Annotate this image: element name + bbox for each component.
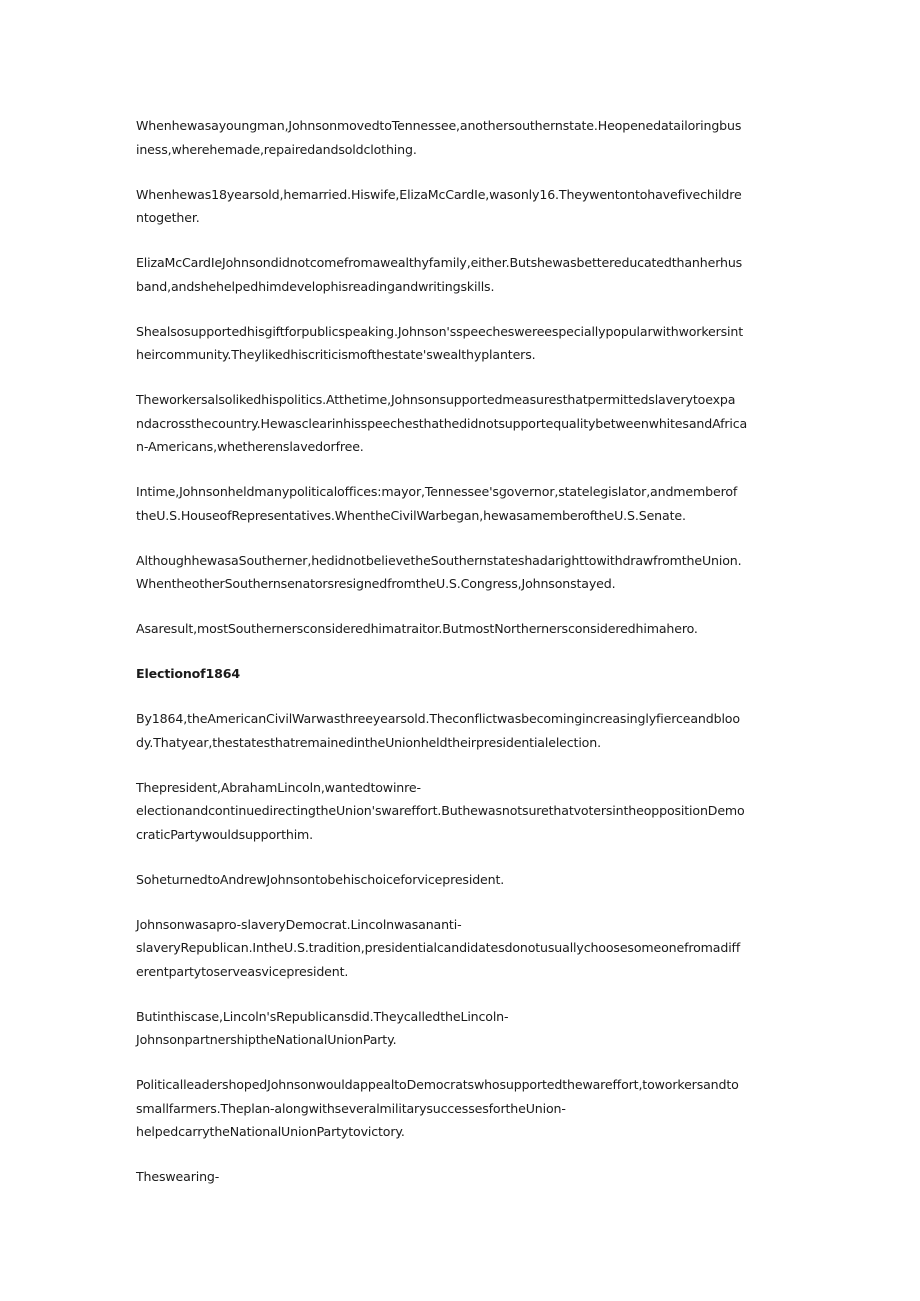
text-line: n-Americans,whetherenslavedorfree. [136, 439, 364, 454]
paragraph [136, 913, 786, 984]
paragraph [136, 114, 786, 161]
paragraph [136, 388, 786, 459]
text-line: AlthoughhewasaSoutherner,hedidnotbelievetheSouthernstateshadarighttowithdrawfromtheUnion. [136, 552, 742, 568]
text-line: JohnsonpartnershiptheNationalUnionParty. [136, 1032, 397, 1047]
text-line: WhentheotherSouthernsenatorsresignedfromtheU.S.Congress,Johnsonstayed. [136, 576, 616, 591]
text-line: theU.S.HouseofRepresentatives.WhentheCivilWarbegan,hewasamemberoftheU.S.Senate. [136, 507, 686, 523]
paragraph [136, 183, 786, 230]
text-line: Theswearing- [136, 1169, 220, 1184]
text-line: ElizaMcCardIeJohnsondidnotcomefromawealthyfamily,either.Butshewasbettereducatedthanherhus [136, 255, 743, 270]
document-body [136, 114, 786, 1210]
text-line: Shealsosupportedhisgiftforpublicspeaking.Johnson'sspeecheswereespeciallypopularwithworkersint [136, 323, 744, 339]
text-line: ndacrossthecountry.HewasclearinhisspeechesthathedidnotsupportequalitybetweenwhitesandAfrica [136, 415, 748, 431]
text-line: By1864,theAmericanCivilWarwasthreeyearsold.Theconflictwasbecomingincreasinglyfierceandbloo [136, 711, 740, 726]
text-line: heircommunity.Theylikedhiscriticismofthestate'swealthyplanters. [136, 347, 536, 362]
text-line: SoheturnedtoAndrewJohnsontobehischoiceforvicepresident. [136, 871, 505, 887]
paragraph [136, 320, 786, 367]
paragraph [136, 617, 786, 641]
text-line: Butinthiscase,Lincoln'sRepublicansdid.TheycalledtheLincoln- [136, 1008, 509, 1024]
text-line: Johnsonwasapro-slaveryDemocrat.Lincolnwasananti- [136, 916, 462, 932]
text-line: Intime,Johnsonheldmanypoliticaloffices:mayor,Tennessee'sgovernor,statelegislator,andmemberof [136, 484, 738, 499]
text-line: erentpartytoserveasvicepresident. [136, 963, 349, 979]
text-line: craticPartywouldsupporthim. [136, 826, 314, 842]
text-line: Thepresident,AbrahamLincoln,wantedtowinre- [136, 779, 421, 795]
text-line: smallfarmers.Theplan-alongwithseveralmilitarysuccessesfortheUnion- [136, 1100, 566, 1116]
text-line: iness,wherehemade,repairedandsoldclothing. [136, 141, 417, 157]
text-line: Whenhewas18yearsold,hemarried.Hiswife,ElizaMcCardIe,wasonly16.Theywentontohavefivechildre [136, 186, 742, 202]
paragraph [136, 1165, 786, 1189]
text-line: Electionof1864 [136, 666, 240, 681]
text-line: helpedcarrytheNationalUnionPartytovictory. [136, 1124, 405, 1139]
text-line: Asaresult,mostSouthernersconsideredhimatraitor.ButmostNorthernersconsideredhimahero. [136, 621, 698, 636]
paragraph [136, 776, 786, 847]
section-heading [136, 662, 786, 686]
paragraph [136, 1073, 786, 1144]
text-line: ntogether. [136, 210, 200, 225]
text-line: electionandcontinuedirectingtheUnion'swareffort.ButhewasnotsurethatvotersintheoppositionDemo [136, 803, 745, 818]
paragraph [136, 251, 786, 298]
text-line: band,andshehelpedhimdevelophisreadingandwritingskills. [136, 278, 495, 294]
text-line: PoliticalleadershopedJohnsonwouldappealtoDemocratswhosupportedthewareffort,toworkersandto [136, 1077, 739, 1092]
text-line: dy.Thatyear,thestatesthatremainedintheUnionheldtheirpresidentialelection. [136, 734, 601, 750]
paragraph [136, 480, 786, 527]
paragraph [136, 868, 786, 892]
text-line: Theworkersalsolikedhispolitics.Atthetime,Johnsonsupportedmeasuresthatpermittedslaverytoexpa [136, 392, 736, 407]
paragraph [136, 707, 786, 754]
paragraph [136, 549, 786, 596]
paragraph [136, 1005, 786, 1052]
text-line: Whenhewasayoungman,JohnsonmovedtoTennessee,anothersouthernstate.Heopenedatailoringbus [136, 118, 742, 133]
text-line: slaveryRepublican.IntheU.S.tradition,presidentialcandidatesdonotusuallychoosesomeonefromadiff [136, 940, 741, 955]
